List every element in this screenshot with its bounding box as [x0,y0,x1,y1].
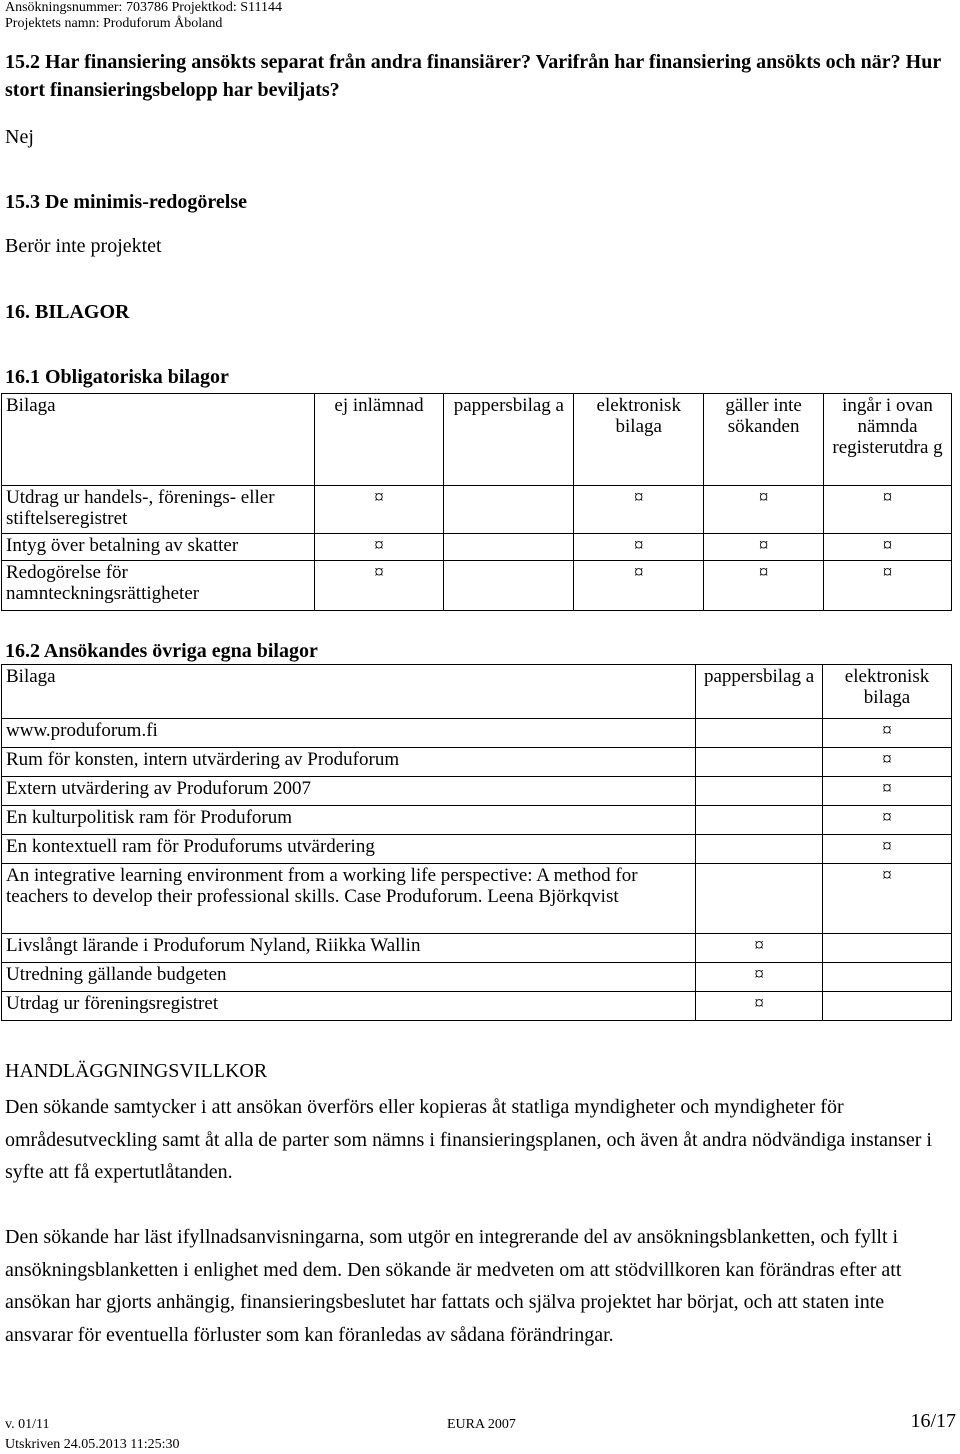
mark-cell [696,719,823,748]
answer-15-3: Berör inte projektet [5,235,162,257]
mark-cell: ¤ [823,806,952,835]
heading-16: 16. BILAGOR [5,301,130,323]
mark-cell: ¤ [823,864,952,934]
heading-15-3: 15.3 De minimis-redogörelse [5,191,248,213]
attachment-name: Livslångt lärande i Produforum Nyland, Riikka Wallin [2,934,696,963]
attachment-name: Intyg över betalning av skatter [2,534,315,561]
answer-15-2: Nej [5,126,34,148]
column-header: pappersbilag a [444,394,574,486]
mark-cell [696,835,823,864]
mark-cell: ¤ [314,486,444,534]
footer-version: v. 01/11 [5,1417,50,1432]
table-row [2,486,952,534]
mark-cell: ¤ [824,561,952,611]
header-application-number: Ansökningsnummer: 703786 Projektkod: S11144 [5,0,283,15]
column-header: Bilaga [2,394,315,486]
mark-cell: ¤ [824,486,952,534]
table-row [2,561,952,611]
mark-cell [696,864,823,934]
mark-cell [444,561,574,611]
table-row [2,934,952,963]
other-attachments-table [1,664,952,1021]
footer-page-number: 16/17 [910,1410,956,1432]
attachment-name: Utdrag ur handels-, förenings- eller stiftelseregistret [2,486,315,534]
mark-cell: ¤ [314,534,444,561]
table-row [2,835,952,864]
mark-cell: ¤ [696,992,823,1021]
column-header: elektronisk bilaga [823,665,952,719]
mandatory-attachments-table [1,393,952,611]
mark-cell: ¤ [823,748,952,777]
mark-cell: ¤ [823,719,952,748]
mark-cell: ¤ [696,963,823,992]
mark-cell [696,748,823,777]
mark-cell: ¤ [824,534,952,561]
mark-cell: ¤ [704,486,824,534]
column-header: pappersbilag a [696,665,823,719]
table-row [2,963,952,992]
mark-cell: ¤ [574,561,704,611]
mark-cell: ¤ [823,777,952,806]
mark-cell: ¤ [704,561,824,611]
attachment-name: Rum för konsten, intern utvärdering av Produforum [2,748,696,777]
mark-cell: ¤ [574,534,704,561]
table-row [2,777,952,806]
table-row [2,806,952,835]
table-row [2,748,952,777]
conditions-heading: HANDLÄGGNINGSVILLKOR [5,1060,268,1082]
header-project-name: Projektets namn: Produforum Åboland [5,16,223,31]
heading-15-2: 15.2 Har finansiering ansökts separat från andra finansiärer? Varifrån har finansiering ansökts och när? Hur stort finansieringsbelopp har beviljats? [5,51,941,101]
footer-system: EURA 2007 [447,1417,516,1432]
table-row [2,534,952,561]
table-row [2,864,952,934]
table-row [2,992,952,1021]
attachment-name: www.produforum.fi [2,719,696,748]
mark-cell: ¤ [574,486,704,534]
conditions-paragraph-1: Den sökande samtycker i att ansökan överförs eller kopieras åt statliga myndigheter och myndigheter för områdesutveckling samt åt alla de parter som nämns i finansieringsplanen, och även åt andra nödvändiga instanser i syfte att få expertutlåtanden. [5,1096,932,1183]
mark-cell [823,934,952,963]
attachment-name: En kontextuell ram för Produforums utvärdering [2,835,696,864]
column-header: elektronisk bilaga [574,394,704,486]
table-header-row [2,394,952,486]
attachment-name: Extern utvärdering av Produforum 2007 [2,777,696,806]
mark-cell [444,486,574,534]
conditions-paragraph-2: Den sökande har läst ifyllnadsanvisningarna, som utgör en integrerande del av ansökningsblanketten, och fyllt i ansökningsblanketten i enlighet med dem. Den sökande är medveten om att stödvillkoren kan förändras efter att ansökan har gjorts anhängig, finansieringsbeslutet har fattats och själva projektet har börjat, och att staten inte ansvarar för eventuella förluster som kan föranledas av sådana förändringar. [5,1226,902,1346]
table-header-row [2,665,952,719]
table-row [2,719,952,748]
column-header: ej inlämnad [314,394,444,486]
attachment-name: Utredning gällande budgeten [2,963,696,992]
mark-cell: ¤ [696,934,823,963]
attachment-name: En kulturpolitisk ram för Produforum [2,806,696,835]
column-header: ingår i ovan nämnda registerutdra g [824,394,952,486]
attachment-name: Utrdag ur föreningsregistret [2,992,696,1021]
attachment-name: Redogörelse för namnteckningsrättigheter [2,561,315,611]
mark-cell [696,777,823,806]
column-header: Bilaga [2,665,696,719]
mark-cell [823,992,952,1021]
mark-cell: ¤ [823,835,952,864]
mark-cell: ¤ [314,561,444,611]
attachment-name: An integrative learning environment from a working life perspective: A method for teachers to develop their professional skills. Case Produforum. Leena Björkqvist [2,864,696,934]
heading-16-2: 16.2 Ansökandes övriga egna bilagor [5,640,318,662]
mark-cell: ¤ [704,534,824,561]
mark-cell [444,534,574,561]
mark-cell [823,963,952,992]
column-header: gäller inte sökanden [704,394,824,486]
footer-printed-date: Utskriven 24.05.2013 11:25:30 [5,1437,180,1452]
mark-cell [696,806,823,835]
heading-16-1: 16.1 Obligatoriska bilagor [5,366,229,388]
